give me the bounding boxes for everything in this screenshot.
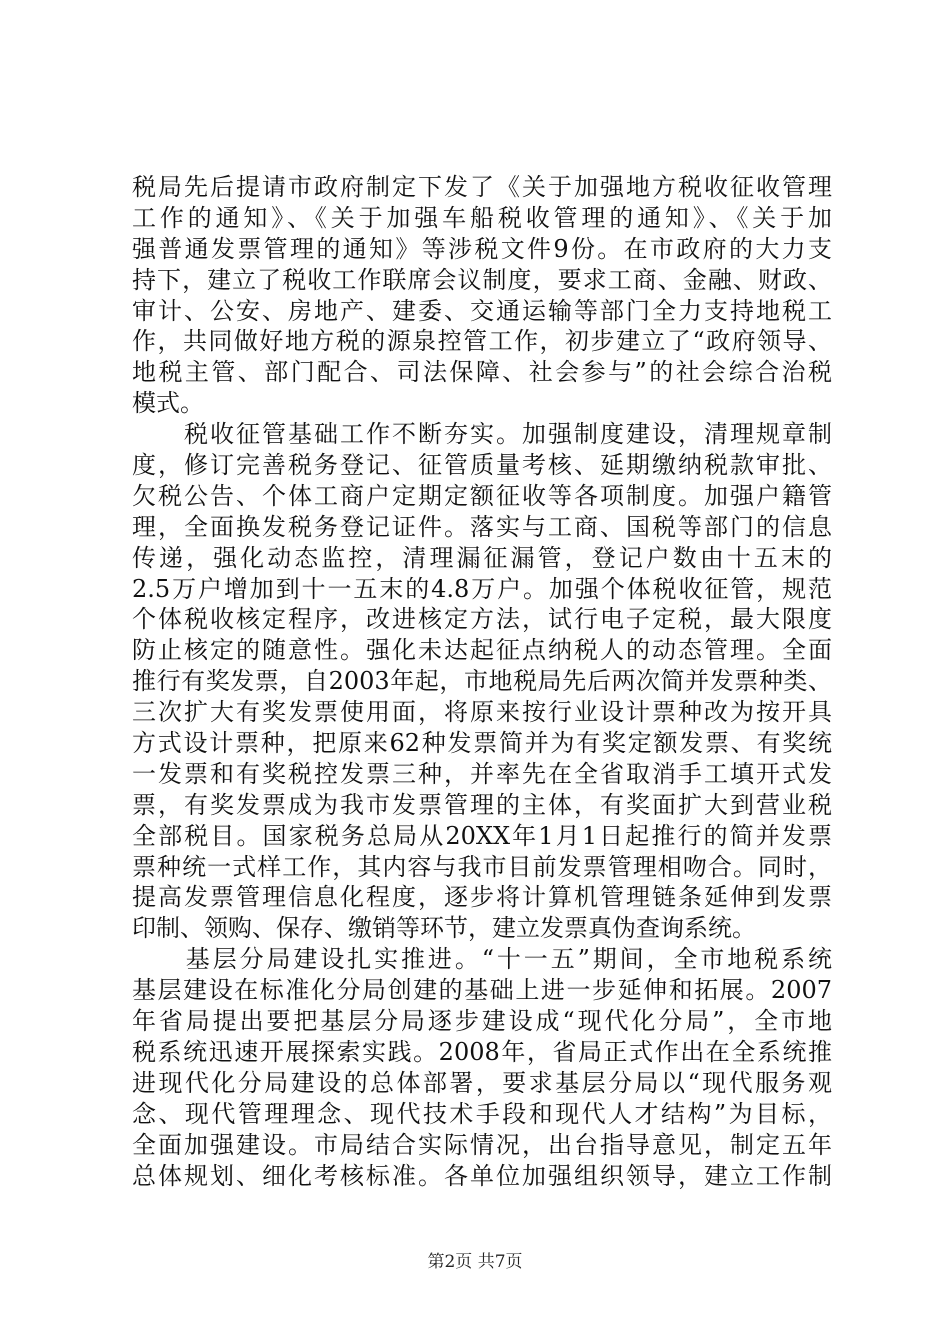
text-line: 全部税目。国家税务总局从20XX年1月1日起推行的简并发票 [132, 821, 832, 850]
text-line: 总体规划、细化考核标准。各单位加强组织领导，建立工作制 [132, 1161, 832, 1190]
text-line: 欠税公告、个体工商户定期定额征收等各项制度。加强户籍管 [132, 481, 832, 510]
text-line: 提高发票管理信息化程度，逐步将计算机管理链条延伸到发票 [132, 883, 832, 912]
text-line: 防止核定的随意性。强化未达起征点纳税人的动态管理。全面 [132, 636, 832, 665]
text-line: 印制、领购、保存、缴销等环节，建立发票真伪查询系统。 [132, 914, 756, 943]
text-line: 年省局提出要把基层分局逐步建设成“现代化分局”，全市地 [132, 1007, 832, 1036]
text-line: 模式。 [132, 389, 204, 418]
text-line: 票，有奖发票成为我市发票管理的主体，有奖面扩大到营业税 [132, 790, 832, 819]
text-line: 念、现代管理理念、现代技术手段和现代人才结构”为目标， [132, 1099, 832, 1128]
text-line: 度，修订完善税务登记、征管质量考核、延期缴纳税款审批、 [132, 451, 832, 480]
body-text [132, 172, 832, 1191]
text-line: 全面加强建设。市局结合实际情况，出台指导意见，制定五年 [132, 1130, 832, 1159]
text-line: 进现代化分局建设的总体部署，要求基层分局以“现代服务观 [132, 1068, 832, 1097]
text-line: 理，全面换发税务登记证件。落实与工商、国税等部门的信息 [132, 512, 832, 541]
text-line: 基层建设在标准化分局创建的基础上进一步延伸和拓展。2007 [132, 976, 832, 1005]
text-line: 持下，建立了税收工作联席会议制度，要求工商、金融、财政、 [132, 265, 832, 294]
text-line: 税系统迅速开展探索实践。2008年，省局正式作出在全系统推 [132, 1037, 832, 1066]
text-line: 基层分局建设扎实推进。“十一五”期间，全市地税系统 [132, 945, 832, 974]
text-line: 强普通发票管理的通知》等涉税文件9份。在市政府的大力支 [132, 234, 832, 263]
text-line: 作，共同做好地方税的源泉控管工作，初步建立了“政府领导、 [132, 327, 832, 356]
text-line: 税收征管基础工作不断夯实。加强制度建设，清理规章制 [132, 420, 832, 449]
page-footer: 第2页 共7页 [427, 1252, 523, 1272]
text-line: 税局先后提请市政府制定下发了《关于加强地方税收征收管理 [132, 173, 832, 201]
text-line: 2.5万户增加到十一五末的4.8万户。加强个体税收征管，规范 [132, 574, 832, 603]
text-line: 工作的通知》、《关于加强车船税收管理的通知》、《关于加 [132, 203, 832, 232]
text-line: 地税主管、部门配合、司法保障、社会参与”的社会综合治税 [132, 358, 832, 387]
text-line: 传递，强化动态监控，清理漏征漏管，登记户数由十五末的 [132, 543, 832, 572]
text-line: 推行有奖发票，自2003年起，市地税局先后两次简并发票种类、 [132, 667, 832, 696]
text-line: 个体税收核定程序，改进核定方法，试行电子定税，最大限度 [132, 605, 832, 634]
text-line: 票种统一式样工作，其内容与我市目前发票管理相吻合。同时， [132, 852, 832, 881]
text-line: 三次扩大有奖发票使用面，将原来按行业设计票种改为按开具 [132, 698, 832, 727]
text-line: 审计、公安、房地产、建委、交通运输等部门全力支持地税工 [132, 296, 832, 325]
text-line: 方式设计票种，把原来62种发票简并为有奖定额发票、有奖统 [132, 729, 832, 758]
text-line: 一发票和有奖税控发票三种，并率先在全省取消手工填开式发 [132, 759, 832, 788]
